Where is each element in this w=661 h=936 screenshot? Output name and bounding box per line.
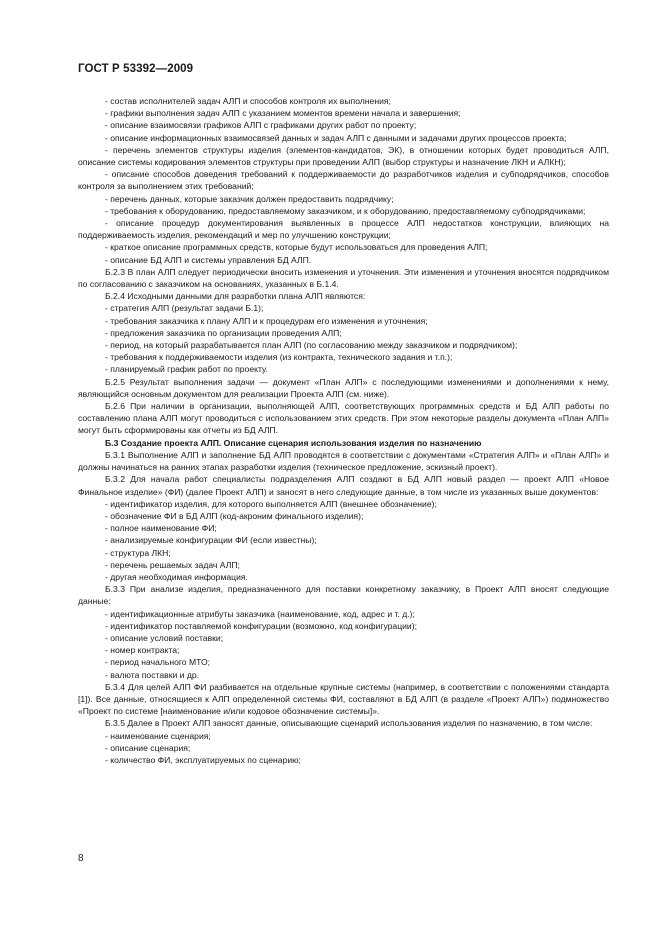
paragraph: Б.3.1 Выполнение АЛП и заполнение БД АЛП проводятся в соответствии с документами «Стратегия АЛП» и «План АЛП» и должны начинаться на ранних этапах разработки изделия (техническое предложение, эскизный проект). — [78, 449, 609, 473]
document-header: ГОСТ Р 53392—2009 — [78, 63, 194, 75]
paragraph: Б.2.4 Исходными данными для разработки плана АЛП являются: — [105, 291, 366, 302]
paragraph: - описание сценария; — [105, 742, 191, 753]
paragraph: - идентификатор изделия, для которого выполняется АЛП (внешнее обозначение); — [105, 498, 437, 509]
paragraph: - требования заказчика к плану АЛП и к процедурам его изменения и уточнения; — [105, 315, 428, 326]
page-body — [78, 95, 609, 766]
paragraph: - описание процедур документирования выявленных в процессе АЛП недостатков конструкции, влияющих на поддерживаемость изделия, рекомендаций и мер по улучшению конструкции; — [78, 218, 609, 241]
paragraph: - графики выполнения задач АЛП с указанием моментов времени начала и завершения; — [105, 108, 461, 119]
paragraph: - планируемый график работ по проекту. — [105, 364, 268, 375]
paragraph: - перечень данных, которые заказчик должен предоставить подрядчику; — [105, 193, 394, 204]
paragraph: Б.3.4 Для целей АЛП ФИ разбивается на отдельные крупные системы (например, в соответствии с положениями стандарта [1]). Все данные, относящиеся к АЛП определенной системы ФИ, составляют в БД АЛП (в разделе «Проект АЛП») подмножество «Проект по системе [наименование и/или кодовое обозначение системы]». — [78, 681, 609, 717]
paragraph: - перечень решаемых задач АЛП; — [105, 559, 240, 570]
paragraph: - обозначение ФИ в БД АЛП (код-акроним финального изделия); — [105, 510, 364, 521]
paragraph: - наименование сценария; — [105, 730, 211, 741]
paragraph: - описание условий поставки; — [105, 632, 224, 643]
paragraph: - другая необходимая информация. — [105, 571, 248, 582]
paragraph: - предложения заказчика по организации проведения АЛП; — [105, 327, 342, 338]
paragraph: - номер контракта; — [105, 645, 180, 656]
paragraph: - краткое описание программных средств, которые будут использоваться для проведения АЛП; — [105, 242, 488, 253]
page-number: 8 — [78, 853, 84, 864]
paragraph: - описание способов доведения требований к поддерживаемости до разработчиков изделия и субподрядчиков, способов контроля за выполнением этих требований; — [78, 169, 609, 192]
paragraph: Б.2.6 При наличии в организации, выполняющей АЛП, соответствующих программных средств и БД АЛП работы по составлению плана АЛП могут проводиться с использованием этих средств. При этом некоторые разделы документа «План АЛП» могут быть сформированы как отчеты из БД АЛП. — [78, 401, 609, 436]
paragraph: - количество ФИ, эксплуатируемых по сценарию; — [105, 754, 301, 765]
section-heading: Б.3 Создание проекта АЛП. Описание сценария использования изделия по назначению — [105, 437, 482, 448]
paragraph: - описание взаимосвязи графиков АЛП с графиками других работ по проекту; — [105, 120, 417, 131]
paragraph: - состав исполнителей задач АЛП и способов контроля их выполнения; — [105, 96, 391, 106]
paragraph: Б.2.5 Результат выполнения задачи — документ «План АЛП» с последующими изменениями и дополнениями к нему, являющийся основным документом для реализации Проекта АЛП (см. ниже). — [78, 376, 609, 399]
paragraph: - описание БД АЛП и системы управления БД АЛП. — [105, 254, 312, 265]
paragraph: - требования к оборудованию, предоставляемому заказчиком, и к оборудованию, предоставляемому субподрядчиками; — [105, 205, 586, 216]
paragraph: - перечень элементов структуры изделия (элементов-кандидатов, ЭК), в отношении которых будет проводиться АЛП, описание системы кодирования элементов структуры при проведении АЛП (выбор структуры и назначение ЛКН и АЛКН); — [78, 144, 609, 168]
paragraph: - анализируемые конфигурации ФИ (если известны); — [105, 535, 317, 546]
paragraph: Б.3.5 Далее в Проект АЛП заносят данные, описывающие сценарий использования изделия по назначению, в том числе: — [105, 718, 593, 729]
paragraph: - идентификатор поставляемой конфигурации (возможно, код конфигурации); — [105, 620, 417, 631]
paragraph: - структура ЛКН; — [105, 547, 171, 558]
paragraph: - полное наименование ФИ; — [105, 523, 217, 534]
paragraph: - идентификационные атрибуты заказчика (наименование, код, адрес и т. д.); — [105, 608, 415, 619]
paragraph: - валюта поставки и др. — [105, 669, 200, 680]
paragraph: - период начального МТО; — [105, 657, 211, 668]
paragraph: Б.2.3 В план АЛП следует периодически вносить изменения и уточнения. Эти изменения и уточнения вносятся подрядчиком по согласованию с заказчиком на основаниях, указанных в Б.1.4. — [78, 266, 609, 290]
paragraph: Б.3.3 При анализе изделия, предназначенного для поставки конкретному заказчику, в Проект АЛП вносят следующие данные: — [78, 584, 609, 607]
paragraph: - стратегия АЛП (результат задачи Б.1); — [105, 303, 264, 314]
paragraph: - описание информационных взаимосвязей данных и задач АЛП с данными и задачами других процессов проекта; — [105, 132, 567, 143]
paragraph: - требования к поддерживаемости изделия (из контракта, технического задания и т.п.); — [105, 352, 453, 363]
paragraph: - период, на который разрабатывается план АЛП (по согласованию между заказчиком и подрядчиком); — [105, 340, 518, 351]
paragraph: Б.3.2 Для начала работ специалисты подразделения АЛП создают в БД АЛП новый раздел — проект АЛП «Новое Финальное изделие» (ФИ) (далее Проект АЛП) и заносят в него следующие данные, в том числе из указанных выше документов: — [78, 474, 609, 497]
